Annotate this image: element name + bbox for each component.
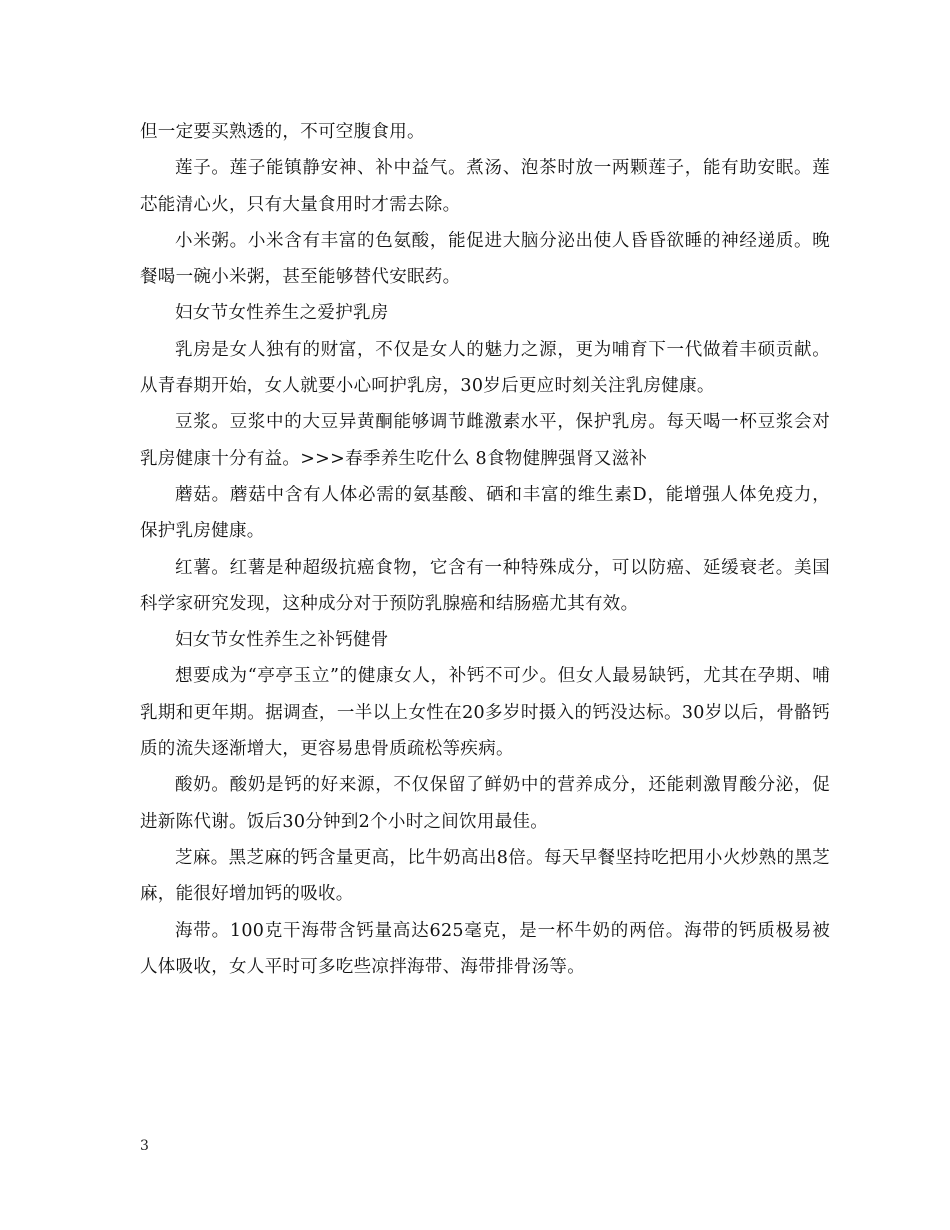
paragraph-lotus-seed: 莲子。莲子能镇静安神、补中益气。煮汤、泡茶时放一两颗莲子，能有助安眠。莲芯能清心火，只有大量食用时才需去除。 bbox=[140, 158, 830, 215]
paragraph-mushroom: 蘑菇。蘑菇中含有人体必需的氨基酸、硒和丰富的维生素D，能增强人体免疫力，保护乳房健康。 bbox=[140, 484, 830, 542]
section-heading-calcium: 妇女节女性养生之补钙健骨 bbox=[175, 630, 389, 651]
page-number: 3 bbox=[140, 1138, 149, 1154]
paragraph-continuation: 但一定要买熟透的，不可空腹食用。 bbox=[140, 122, 425, 142]
paragraph-kelp: 海带。100克干海带含钙量高达625毫克，是一杯牛奶的两倍。海带的钙质极易被人体吸收，女人平时可多吃些凉拌海带、海带排骨汤等。 bbox=[140, 920, 830, 977]
paragraph-breast-intro: 乳房是女人独有的财富，不仅是女人的魅力之源，更为哺育下一代做着丰硕贡献。从青春期开始，女人就要小心呵护乳房，30岁后更应时刻关注乳房健康。 bbox=[140, 339, 830, 397]
paragraph-yogurt: 酸奶。酸奶是钙的好来源，不仅保留了鲜奶中的营养成分，还能刺激胃酸分泌，促进新陈代谢。饭后30分钟到2个小时之间饮用最佳。 bbox=[140, 775, 830, 832]
paragraph-sesame: 芝麻。黑芝麻的钙含量更高，比牛奶高出8倍。每天早餐坚持吃把用小火炒熟的黑芝麻，能很好增加钙的吸收。 bbox=[140, 847, 830, 905]
paragraph-calcium-intro: 想要成为“亭亭玉立”的健康女人，补钙不可少。但女人最易缺钙，尤其在孕期、哺乳期和更年期。据调查，一半以上女性在20多岁时摄入的钙没达标。30岁以后，骨骼钙质的流失逐渐增大，更容易患骨质疏松等疾病。 bbox=[140, 666, 830, 760]
paragraph-millet-porridge: 小米粥。小米含有丰富的色氨酸，能促进大脑分泌出使人昏昏欲睡的神经递质。晚餐喝一碗小米粥，甚至能够替代安眠药。 bbox=[140, 230, 830, 288]
section-heading-breast-care: 妇女节女性养生之爱护乳房 bbox=[175, 303, 389, 324]
paragraph-sweet-potato: 红薯。红薯是种超级抗癌食物，它含有一种特殊成分，可以防癌、延缓衰老。美国科学家研究发现，这种成分对于预防乳腺癌和结肠癌尤其有效。 bbox=[140, 557, 830, 614]
document-body bbox=[140, 114, 830, 985]
paragraph-soy-milk: 豆浆。豆浆中的大豆异黄酮能够调节雌激素水平，保护乳房。每天喝一杯豆浆会对乳房健康十分有益。>>>春季养生吃什么 8食物健脾强肾又滋补 bbox=[140, 412, 830, 469]
